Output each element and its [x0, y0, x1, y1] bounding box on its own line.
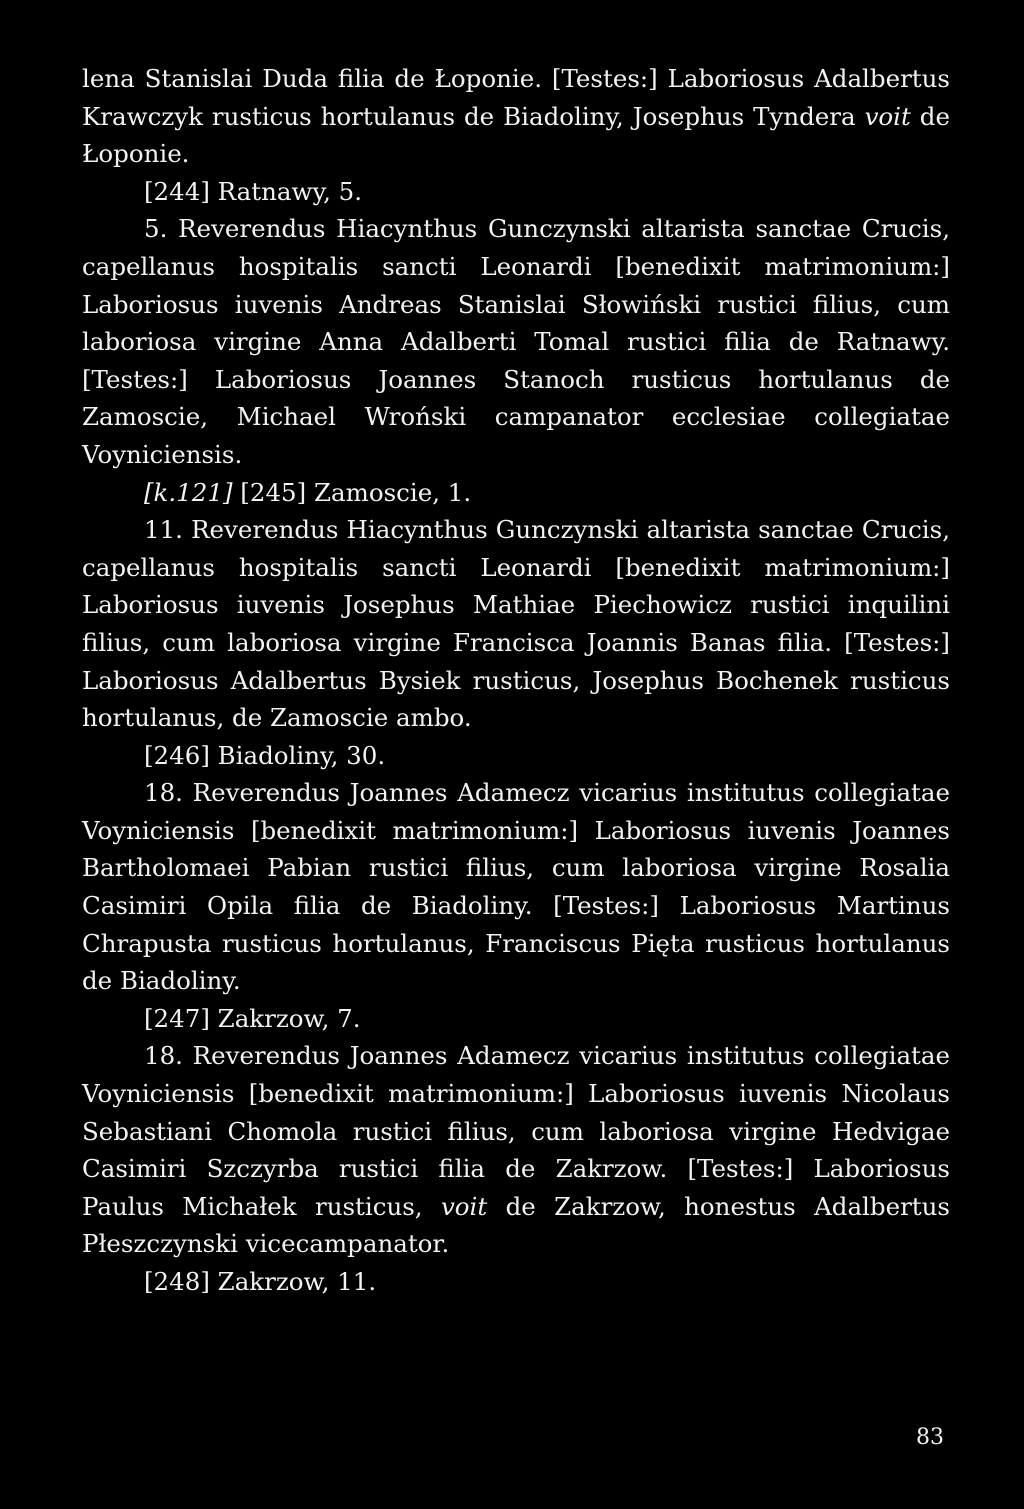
- page-number: 83: [916, 1425, 944, 1450]
- folio-marker: [k.121]: [144, 477, 233, 507]
- document-page: [82, 60, 950, 1301]
- entry-heading-246: [246] Biadoliny, 30.: [144, 740, 386, 770]
- entry-heading-248: [248] Zakrzow, 11.: [144, 1267, 377, 1296]
- entry-record-247: 18. Reverendus Joannes Adamecz vicarius institutus collegiatae Voyniciensis [benedixit matrimonium:] Laboriosus iuvenis Nicolaus Sebastiani Chomola rustici filius, cum laboriosa virgine Hedvigae Casimiri Szczyrba rustici filia de Zakrzow. [Testes:] Laboriosus Paulus Michałek rusticus, voit de Zakrzow, honestus Adalbertus Płeszczynski vicecampanator.: [82, 1041, 950, 1259]
- entry-continuation: lena Stanislai Duda filia de Łoponie. [Testes:] Laboriosus Adalbertus Krawczyk rusticus hortulanus de Biadoliny, Josephus Tyndera voit de Łoponie.: [82, 64, 950, 169]
- entry-heading-247: [247] Zakrzow, 7.: [144, 1003, 361, 1033]
- entry-record-244: 5. Reverendus Hiacynthus Gunczynski altarista sanctae Crucis, capellanus hospitalis sancti Leonardi [benedixit matrimonium:] Laboriosus iuvenis Andreas Stanislai Słowiński rustici filius, cum laboriosa virgine Anna Adalberti Tomal rustici filia de Ratnawy. [Testes:] Laboriosus Joannes Stanoch rusticus hortulanus de Zamoscie, Michael Wroński campanator ecclesiae collegiatae Voyniciensis.: [82, 214, 950, 469]
- entry-heading-244: [244] Ratnawy, 5.: [144, 176, 363, 206]
- entry-record-245: 11. Reverendus Hiacynthus Gunczynski altarista sanctae Crucis, capellanus hospitalis sancti Leonardi [benedixit matrimonium:] Laboriosus iuvenis Josephus Mathiae Piechowicz rustici inquilini filius, cum laboriosa virgine Francisca Joannis Banas filia. [Testes:] Laboriosus Adalbertus Bysiek rusticus, Josephus Bochenek rusticus hortulanus, de Zamoscie ambo.: [82, 515, 950, 733]
- entry-record-246: 18. Reverendus Joannes Adamecz vicarius institutus collegiatae Voyniciensis [benedixit matrimonium:] Laboriosus iuvenis Joannes Bartholomaei Pabian rustici filius, cum laboriosa virgine Rosalia Casimiri Opila filia de Biadoliny. [Testes:] Laboriosus Martinus Chrapusta rusticus hortulanus, Franciscus Pięta rusticus hortulanus de Biadoliny.: [82, 778, 950, 996]
- entry-heading-245: [k.121] [245] Zamoscie, 1.: [144, 477, 472, 507]
